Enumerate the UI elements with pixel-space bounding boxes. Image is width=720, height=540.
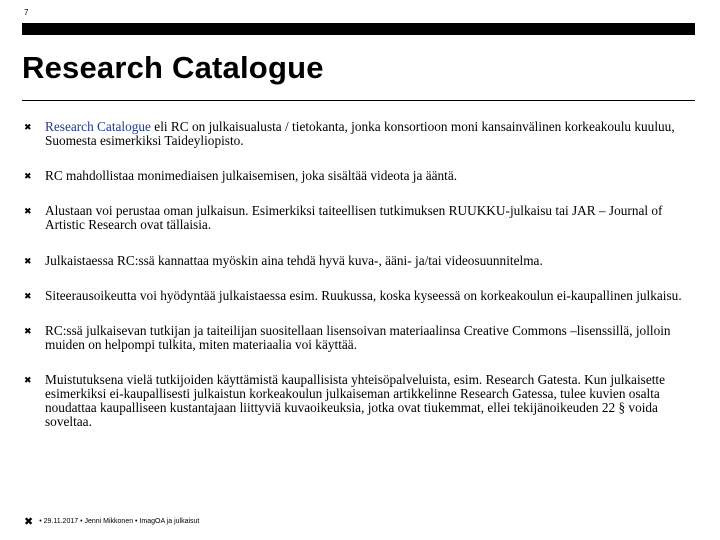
bullet-item — [24, 289, 696, 303]
x-mark-icon: ✖ — [24, 172, 32, 182]
research-catalogue-link[interactable]: Research Catalogue — [45, 119, 151, 134]
bullet-text: RC:ssä julkaisevan tutkijan ja taiteilijan suositellaan lisensoivan materiaalinsa Creative Commons –lisenssillä, jolloin muiden on helpompi tulkita, miten materiaalia voi käyttää. — [45, 323, 671, 352]
slide-title: Research Catalogue — [22, 50, 324, 85]
footer-text: • 29.11.2017 • Jenni Mikkonen • ImagOA ja julkaisut — [39, 518, 200, 525]
x-mark-icon: ✖ — [24, 123, 32, 133]
bullet-text: Muistutuksena vielä tutkijoiden käyttämistä kaupallisista yhteisöpalveluista, esim. Research Gatesta. Kun julkaisette esimerkiksi ei-kaupallisesti julkaistun korkeakoulun julkaiseman artikkelinne Research Gatessa, tulee kuvien osalta noudattaa kaupalliseen kustantajaan liittyviä kuvaoikeuksia, jotka ovat tiukemmat, ellei tekijänoikeuden 22 § voida soveltaa. — [45, 372, 666, 429]
logo-mark-icon: ✖ — [24, 515, 34, 528]
footer — [24, 515, 199, 528]
x-mark-icon: ✖ — [24, 207, 32, 217]
x-mark-icon: ✖ — [24, 327, 32, 337]
bullet-text: eli RC on julkaisualusta / tietokanta, jonka konsortioon moni kansainvälinen korkeakoulu kuuluu, Suomesta esimerkiksi Taideyliopisto. — [45, 119, 675, 148]
bullet-item — [24, 373, 696, 429]
bullet-text: Siteerausoikeutta voi hyödyntää julkaistaessa esim. Ruukussa, koska kyseessä on korkeakoulun ei-kaupallinen julkaisu. — [45, 288, 682, 303]
slide-number: 7 — [24, 8, 29, 17]
bullet-item — [24, 324, 696, 352]
bullet-text: Julkaistaessa RC:ssä kannattaa myöskin aina tehdä hyvä kuva-, ääni- ja/tai videosuunnitelma. — [45, 253, 543, 268]
bullet-item — [24, 120, 696, 148]
bullet-item — [24, 254, 696, 268]
top-bar — [22, 23, 695, 35]
bullet-item — [24, 204, 696, 232]
x-mark-icon: ✖ — [24, 376, 32, 386]
bullet-list — [24, 120, 696, 429]
x-mark-icon: ✖ — [24, 257, 32, 267]
bullet-item — [24, 169, 696, 183]
bullet-text: Alustaan voi perustaa oman julkaisun. Esimerkiksi taiteellisen tutkimuksen RUUKKU-julkaisu tai JAR – Journal of Artistic Research ovat tällaisia. — [45, 203, 663, 232]
bullet-text: RC mahdollistaa monimediaisen julkaisemisen, joka sisältää videota ja ääntä. — [45, 168, 458, 183]
x-mark-icon: ✖ — [24, 292, 32, 302]
title-divider — [22, 100, 695, 101]
